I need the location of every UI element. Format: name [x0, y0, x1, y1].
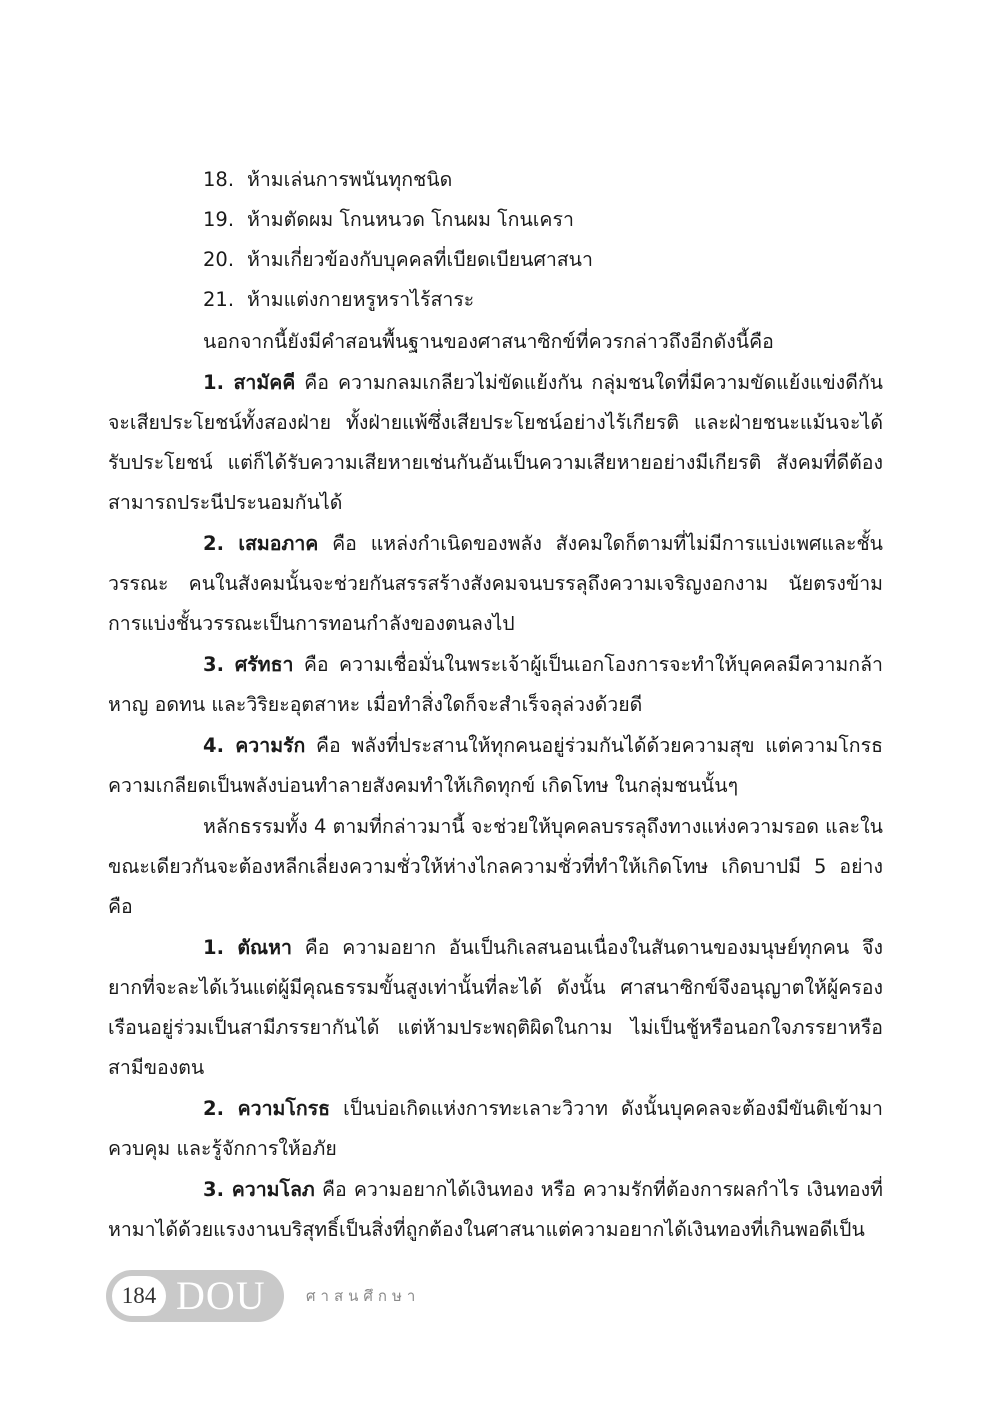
principle-term: 1. สามัคคี [203, 371, 296, 394]
list-item-number: 20. [203, 248, 235, 271]
page-footer [106, 1270, 420, 1322]
page-number: 184 [112, 1276, 166, 1316]
vice-paragraph [108, 928, 883, 1088]
list-item-number: 18. [203, 168, 235, 191]
principle-paragraph [108, 726, 883, 806]
list-item-number: 21. [203, 288, 235, 311]
vice-term: 3. ความโลภ [203, 1178, 315, 1201]
principle-text: คือ ความกลมเกลียวไม่ขัดแย้งกัน กลุ่มชนใดที่มีความขัดแย้งแข่งดีกันจะเสียประโยชน์ทั้งสองฝ่าย ทั้งฝ่ายแพ้ซึ่งเสียประโยชน์อย่างไร้เกียรติ และฝ่ายชนะแม้นจะได้รับประโยชน์ แต่ก็ได้รับความเสียหายเช่นกันอันเป็นความเสียหายอย่างมีเกียรติ สังคมที่ดีต้องสามารถประนีประนอมกันได้ [108, 371, 883, 514]
dou-logo: DOU [176, 1273, 266, 1318]
vice-text: คือ ความอยากได้เงินทอง หรือ ความรักที่ต้องการผลกำไร เงินทองที่หามาได้ด้วยแรงงานบริสุทธิ์เป็นสิ่งที่ถูกต้องในศาสนาแต่ความอยากได้เงินทองที่เกินพอดีเป็น [108, 1178, 884, 1241]
list-item-text: ห้ามเล่นการพนันทุกชนิด [247, 168, 453, 191]
vice-term: 2. ความโกรธ [203, 1097, 331, 1120]
footer-subject: ศาสนศึกษา [306, 1287, 421, 1305]
list-item-text: ห้ามแต่งกายหรูหราไร้สาระ [247, 288, 475, 311]
vice-paragraph [108, 1170, 883, 1250]
principle-text: คือ พลังที่ประสานให้ทุกคนอยู่ร่วมกันได้ด้วยความสุข แต่ความโกรธความเกลียดเป็นพลังบ่อนทำลายสังคมทำให้เกิดทุกข์ เกิดโทษ ในกลุ่มชนนั้นๆ [108, 734, 883, 797]
summary-paragraph: หลักธรรมทั้ง 4 ตามที่กล่าวมานี้ จะช่วยให้บุคคลบรรลุถึงทางแห่งความรอด และในขณะเดียวกันจะต้องหลีกเลี่ยงความชั่วให้ห่างไกลความชั่วที่ทำให้เกิดโทษ เกิดบาปมี 5 อย่างคือ [108, 815, 883, 918]
vice-term: 1. ตัณหา [203, 936, 292, 959]
vice-paragraph [108, 1089, 883, 1169]
list-item-number: 19. [203, 208, 235, 231]
principle-text: คือ แหล่งกำเนิดของพลัง สังคมใดก็ตามที่ไม่มีการแบ่งเพศและชั้นวรรณะ คนในสังคมนั้นจะช่วยกันสรรสร้างสังคมจนบรรลุถึงความเจริญงอกงาม นัยตรงข้ามการแบ่งชั้นวรรณะเป็นการทอนกำลังของตนลงไป [108, 532, 883, 635]
page-body [108, 160, 883, 1250]
principle-term: 3. ศรัทธา [203, 653, 294, 676]
vice-text: เป็นบ่อเกิดแห่งการทะเลาะวิวาท ดังนั้นบุคคลจะต้องมีขันติเข้ามาควบคุม และรู้จักการให้อภัย [108, 1097, 883, 1160]
list-item-text: ห้ามตัดผม โกนหนวด โกนผม โกนเครา [247, 208, 574, 231]
list-item-text: ห้ามเกี่ยวข้องกับบุคคลที่เบียดเบียนศาสนา [247, 248, 593, 271]
principle-term: 2. เสมอภาค [203, 532, 319, 555]
principle-text: คือ ความเชื่อมั่นในพระเจ้าผู้เป็นเอกโองการจะทำให้บุคคลมีความกล้าหาญ อดทน และวิริยะอุตสาหะ เมื่อทำสิ่งใดก็จะสำเร็จลุล่วงด้วยดี [108, 653, 883, 716]
page-badge [106, 1270, 284, 1322]
list-item [108, 160, 883, 200]
list-item [108, 200, 883, 240]
intro-paragraph: นอกจากนี้ยังมีคำสอนพื้นฐานของศาสนาซิกข์ที่ควรกล่าวถึงอีกดังนี้คือ [203, 330, 774, 353]
list-item [108, 280, 883, 320]
list-item [108, 240, 883, 280]
principle-paragraph [108, 524, 883, 644]
principle-paragraph [108, 363, 883, 523]
principle-term: 4. ความรัก [203, 734, 306, 757]
principle-paragraph [108, 645, 883, 725]
vice-text: คือ ความอยาก อันเป็นกิเลสนอนเนื่องในสันดานของมนุษย์ทุกคน จึงยากที่จะละได้เว้นแต่ผู้มีคุณธรรมขั้นสูงเท่านั้นที่ละได้ ดังนั้น ศาสนาซิกข์จึงอนุญาตให้ผู้ครองเรือนอยู่ร่วมเป็นสามีภรรยากันได้ แต่ห้ามประพฤติผิดในกาม ไม่เป็นชู้หรือนอกใจภรรยาหรือสามีของตน [108, 936, 883, 1079]
